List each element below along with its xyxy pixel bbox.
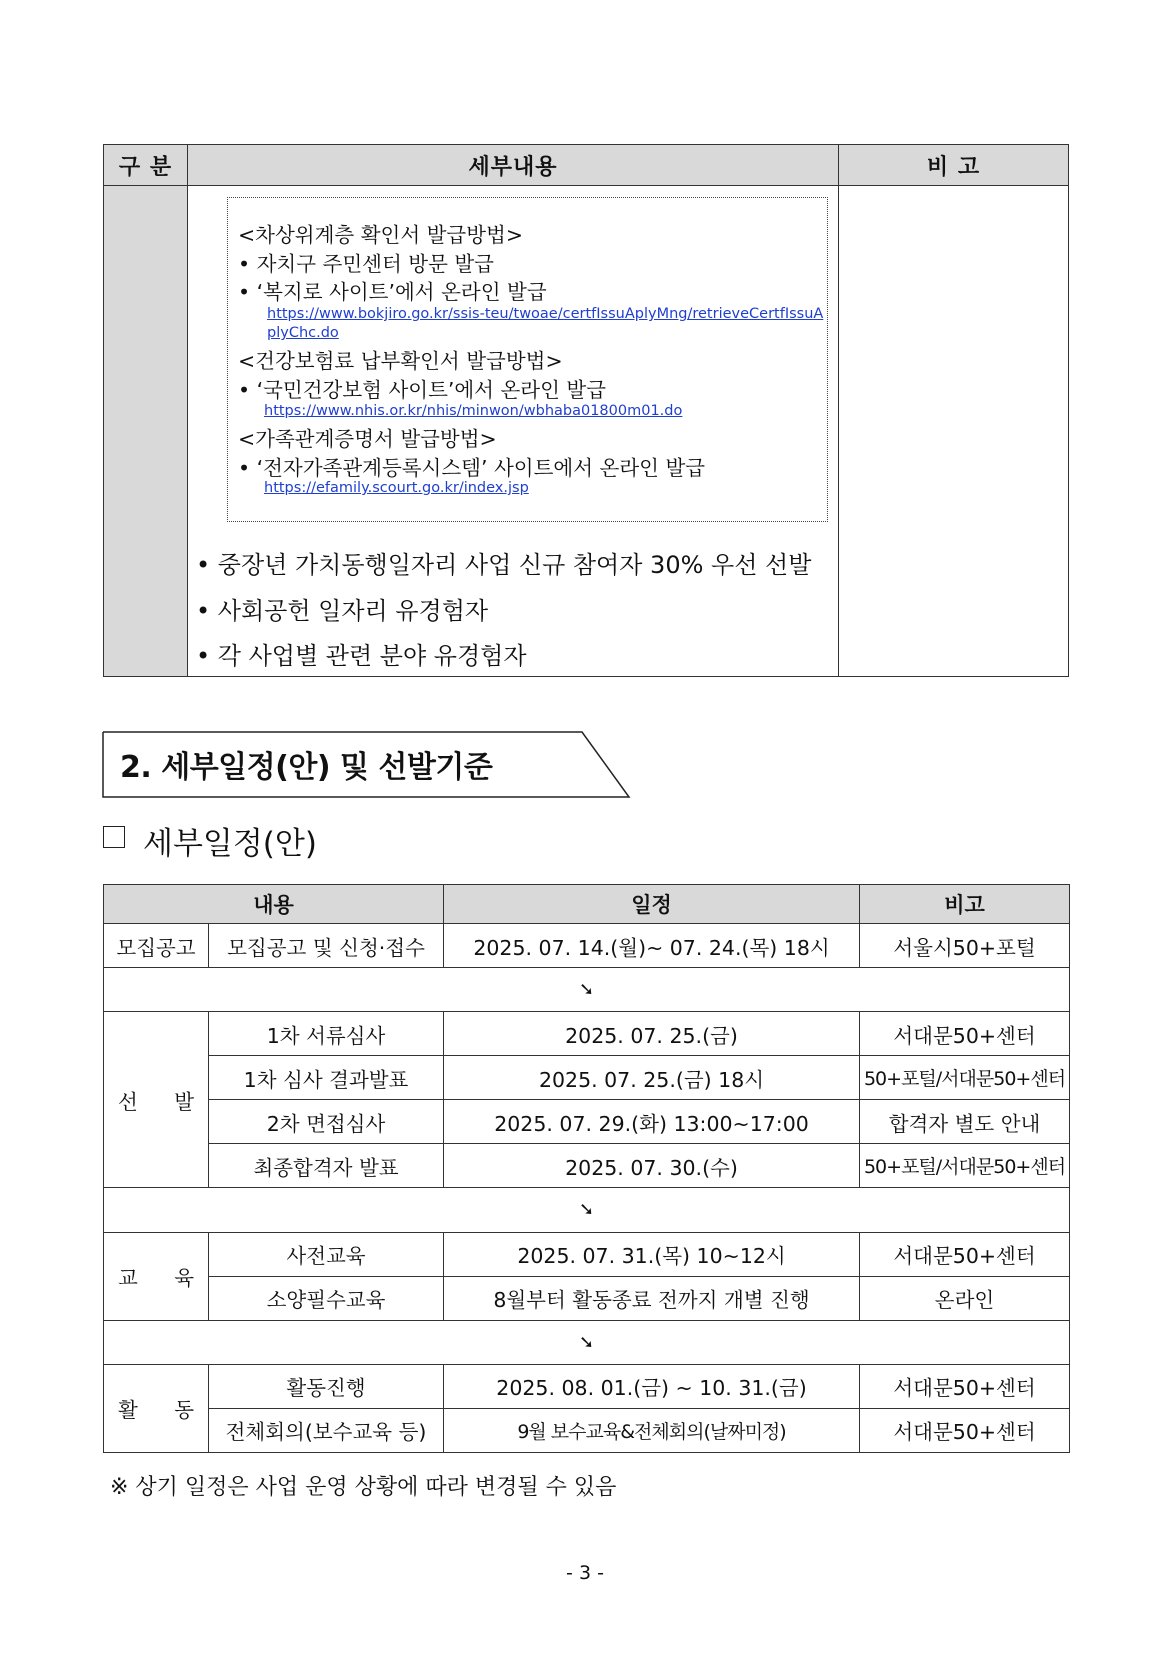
activity-date: 2025. 08. 01.(금) ~ 10. 31.(금) <box>444 1364 860 1408</box>
criteria-bullet-3: • 각 사업별 관련 분야 유경험자 <box>196 642 527 670</box>
criteria-bullet-2: • 사회공헌 일자리 유경험자 <box>196 597 489 625</box>
recruit-date: 2025. 07. 14.(월)~ 07. 24.(목) 18시 <box>444 924 860 968</box>
selection-date: 2025. 07. 30.(수) <box>444 1144 860 1188</box>
schedule-table <box>103 884 1070 1453</box>
box-heading-1: <차상위계층 확인서 발급방법> <box>238 223 524 247</box>
header-category: 구 분 <box>104 145 188 186</box>
page-number: - 3 - <box>566 1562 604 1584</box>
selection-note: 50+포털/서대문50+센터 <box>860 1056 1070 1100</box>
activity-note: 서대문50+센터 <box>860 1364 1070 1408</box>
criteria-bullet-1: • 중장년 가치동행일자리 사업 신규 참여자 30% 우선 선발 <box>196 551 812 579</box>
header-remarks: 비 고 <box>839 145 1069 186</box>
recruit-category: 모집공고 <box>104 924 209 968</box>
activity-note: 서대문50+센터 <box>860 1408 1070 1452</box>
table-row <box>104 1012 1070 1056</box>
down-arrow-icon: ➘ <box>104 968 1070 1012</box>
selection-category: 선 발 <box>104 1012 209 1188</box>
selection-note: 서대문50+센터 <box>860 1012 1070 1056</box>
down-arrow-icon: ➘ <box>104 1188 1070 1232</box>
activity-category: 활 동 <box>104 1364 209 1452</box>
box-bullet-3: • ‘국민건강보험 사이트’에서 온라인 발급 <box>238 378 607 402</box>
nhis-link[interactable]: https://www.nhis.or.kr/nhis/minwon/wbhaba01800m01.do <box>264 403 683 419</box>
selection-date: 2025. 07. 29.(화) 13:00~17:00 <box>444 1100 860 1144</box>
box-heading-2: <건강보험료 납부확인서 발급방법> <box>238 349 563 373</box>
down-arrow-icon: ➘ <box>104 1320 1070 1364</box>
checkbox-square-icon <box>103 826 125 848</box>
education-note: 온라인 <box>860 1276 1070 1320</box>
education-item: 사전교육 <box>209 1232 444 1276</box>
selection-date: 2025. 07. 25.(금) <box>444 1012 860 1056</box>
activity-item: 전체회의(보수교육 등) <box>209 1408 444 1452</box>
table-row <box>104 1100 1070 1144</box>
activity-item: 활동진행 <box>209 1364 444 1408</box>
education-date: 8월부터 활동종료 전까지 개별 진행 <box>444 1276 860 1320</box>
table-row <box>104 1276 1070 1320</box>
box-bullet-1: • 자치구 주민센터 방문 발급 <box>238 252 494 276</box>
education-note: 서대문50+센터 <box>860 1232 1070 1276</box>
selection-item: 2차 면접심사 <box>209 1100 444 1144</box>
selection-note: 50+포털/서대문50+센터 <box>860 1144 1070 1188</box>
table-row <box>104 1408 1070 1452</box>
schedule-change-note: ※ 상기 일정은 사업 운영 상황에 따라 변경될 수 있음 <box>110 1475 617 1500</box>
box-heading-3: <가족관계증명서 발급방법> <box>238 427 497 451</box>
bokjiro-link-2[interactable]: plyChc.do <box>267 325 339 341</box>
table-row <box>104 1364 1070 1408</box>
activity-date: 9월 보수교육&전체회의(날짜미정) <box>444 1408 860 1452</box>
arrow-row <box>104 1188 1070 1232</box>
selection-item: 1차 서류심사 <box>209 1012 444 1056</box>
schedule-header-date: 일정 <box>444 885 860 924</box>
arrow-row <box>104 1320 1070 1364</box>
selection-date: 2025. 07. 25.(금) 18시 <box>444 1056 860 1100</box>
selection-note: 합격자 별도 안내 <box>860 1100 1070 1144</box>
box-bullet-4: • ‘전자가족관계등록시스템’ 사이트에서 온라인 발급 <box>238 456 706 480</box>
arrow-row <box>104 968 1070 1012</box>
efamily-link[interactable]: https://efamily.scourt.go.kr/index.jsp <box>264 480 529 496</box>
selection-item: 최종합격자 발표 <box>209 1144 444 1188</box>
header-details: 세부내용 <box>188 145 839 186</box>
schedule-header-note: 비고 <box>860 885 1070 924</box>
recruit-item: 모집공고 및 신청·접수 <box>209 924 444 968</box>
table-row <box>104 924 1070 968</box>
subsection-title: 세부일정(안) <box>143 826 317 862</box>
category-cell <box>104 186 188 677</box>
table-row <box>104 1232 1070 1276</box>
remarks-cell <box>839 186 1069 677</box>
box-bullet-2: • ‘복지로 사이트’에서 온라인 발급 <box>238 280 547 304</box>
table-row <box>104 1144 1070 1188</box>
education-category: 교 육 <box>104 1232 209 1320</box>
selection-item: 1차 심사 결과발표 <box>209 1056 444 1100</box>
bokjiro-link-1[interactable]: https://www.bokjiro.go.kr/ssis-teu/twoae/certfIssuAplyMng/retrieveCertfIssuA <box>267 306 824 322</box>
education-date: 2025. 07. 31.(목) 10~12시 <box>444 1232 860 1276</box>
section-title: 2. 세부일정(안) 및 선발기준 <box>120 750 493 785</box>
table-row <box>104 1056 1070 1100</box>
recruit-note: 서울시50+포털 <box>860 924 1070 968</box>
schedule-header-content: 내용 <box>104 885 444 924</box>
education-item: 소양필수교육 <box>209 1276 444 1320</box>
